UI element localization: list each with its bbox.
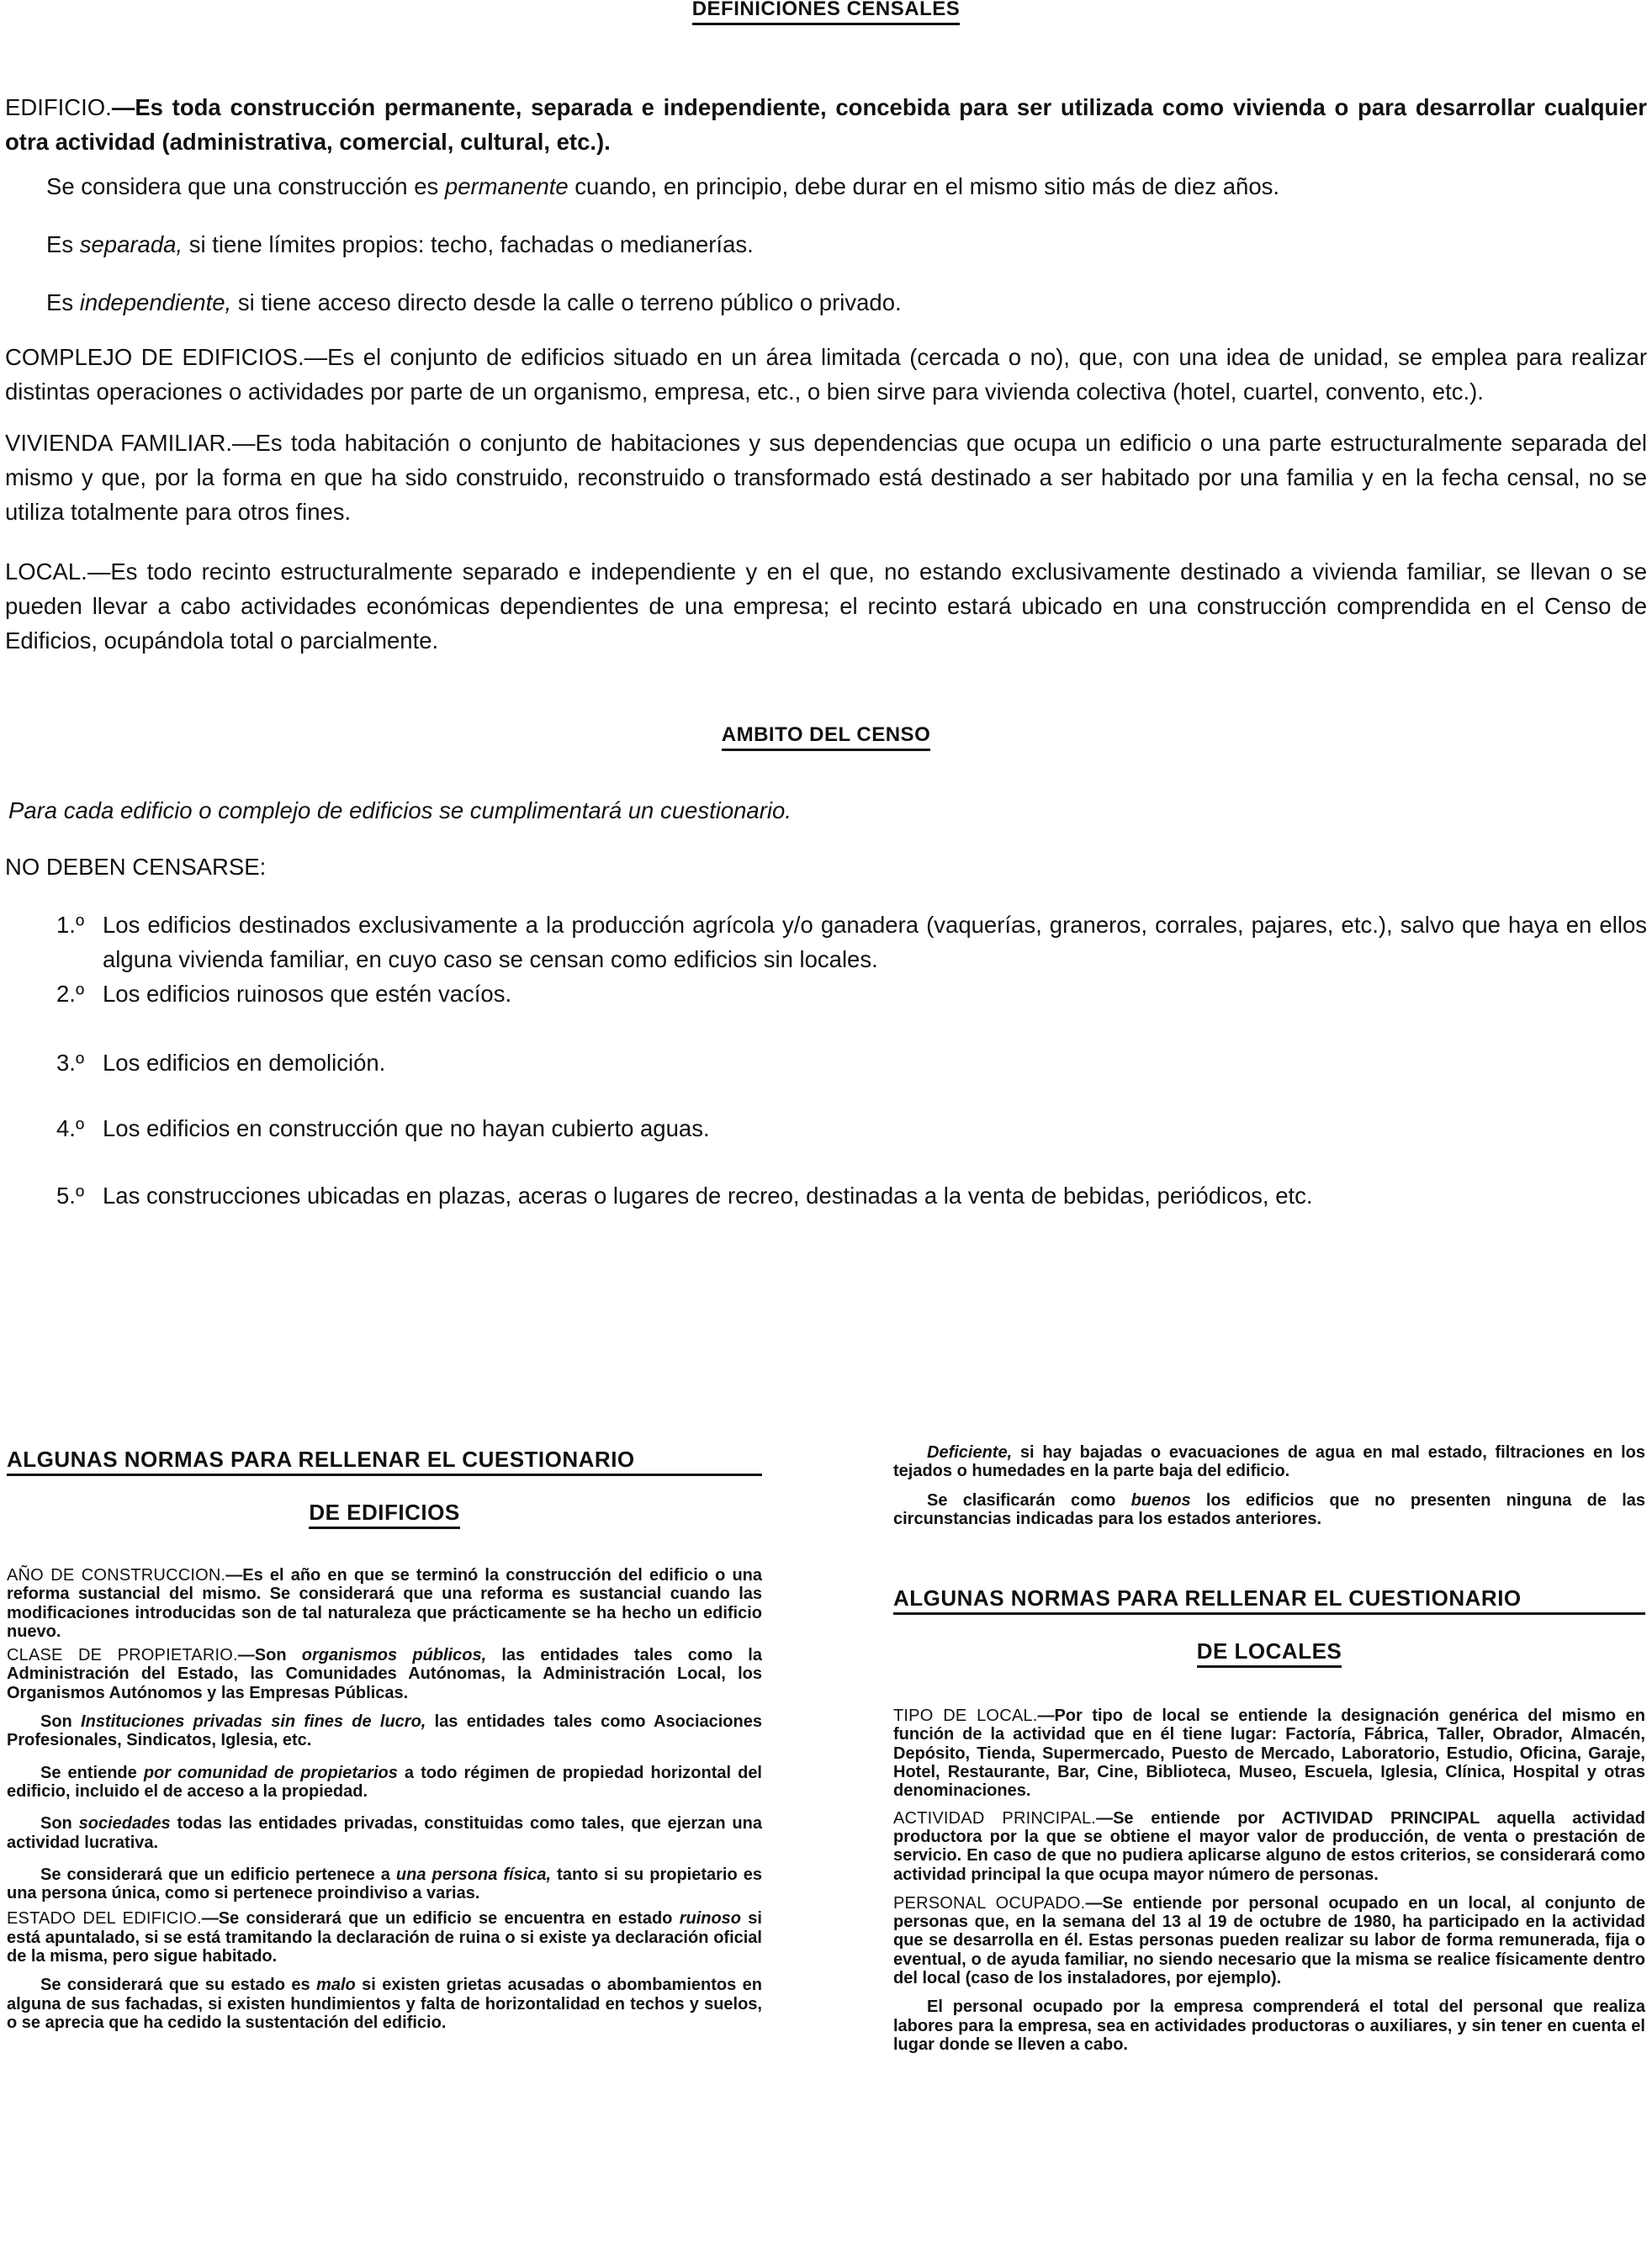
norma-buenos: Se clasificarán como buenos los edificios que no presenten ninguna de las circunstancias indicadas para los estados anteriores. [893, 1490, 1646, 1528]
norma-instituciones: Son Instituciones privadas sin fines de lucro, las entidades tales como Asociaciones Profesionales, Sindicatos, Iglesia, etc. [7, 1712, 762, 1750]
definiciones-body [5, 90, 1647, 658]
norma-malo: Se considerará que su estado es malo si existen grietas acusadas o abombamientos en alguna de sus fachadas, si existen hundimientos y falta de horizontalidad en techos y suelos, o se aprecia que ha cedido la sustentación del edificio. [7, 1976, 762, 2032]
no-censar-label: NO DEBEN CENSARSE: [5, 854, 267, 880]
exclusion-item: 5.º Las construcciones ubicadas en plazas, aceras o lugares de recreo, destinadas a la venta de bebidas, periódicos, etc. [56, 1183, 1313, 1209]
norma-deficiente: Deficiente, si hay bajadas o evacuaciones de agua en mal estado, filtraciones en los tejados o humedades en la parte baja del edificio. [893, 1443, 1645, 1481]
normas-locales-heading-1: ALGUNAS NORMAS PARA RELLENAR EL CUESTIONARIO [893, 1585, 1645, 1615]
def-vivienda: VIVIENDA FAMILIAR.—Es toda habitación o conjunto de habitaciones y sus dependencias que ocupa un edificio o una parte estructuralmente separada del mismo y que, por la forma en que ha sido construido, reconstruido o transformado está destinado a ser habitado por una familia y en la fecha censal, no se utiliza totalmente para otros fines. [5, 430, 1647, 525]
normas-edificios-column [7, 1447, 762, 2032]
normas-edificios-heading-1: ALGUNAS NORMAS PARA RELLENAR EL CUESTIONARIO [7, 1447, 762, 1476]
norma-personal: PERSONAL OCUPADO.—Se entiende por personal ocupado en un local, al conjunto de personas que, en la semana del 13 al 19 de octubre de 1980, ha participado en la actividad que se desarrolla en él. Estas personas pueden realizar su labor de forma remunerada, fija o eventual, o de ayuda familiar, no siendo necesario que la misma se realice físicamente dentro del local (caso de los instaladores, por ejemplo). [893, 1893, 1645, 1988]
top-section [5, 0, 1647, 1213]
normas-edificios-heading-2: DE EDIFICIOS [7, 1500, 762, 1529]
def-local: LOCAL.—Es todo recinto estructuralmente separado e independiente y en el que, no estando exclusivamente destinado a vivienda familiar, se llevan o se pueden llevar a cabo actividades económicas dependientes de una empresa; el recinto estará ubicado en una construcción comprendida en el Censo de Edificios, ocupándola total o parcialmente. [5, 558, 1647, 654]
exclusion-item: 3.º Los edificios en demolición. [56, 1050, 386, 1076]
def-separada: Es separada, si tiene límites propios: techo, fachadas o medianerías. [46, 231, 754, 257]
def-edificio: EDIFICIO.—Es toda construcción permanente, separada e independiente, concebida para ser utilizada como vivienda o para desarrollar cualquier otra actividad (administrativa, comercial, cultural, etc.). [5, 94, 1647, 155]
norma-sociedades: Son sociedades todas las entidades privadas, constituidas como tales, que ejerzan una actividad lucrativa. [7, 1814, 762, 1852]
norma-comunidad: Se entiende por comunidad de propietarios a todo régimen de propiedad horizontal del edificio, incluido el de acceso a la propiedad. [7, 1763, 762, 1801]
norma-clase: CLASE DE PROPIETARIO.—Son organismos públicos, las entidades tales como la Administración del Estado, las Comunidades Autónomas, la Administración Local, los Organismos Autónomos y las Empresas Públicas. [7, 1646, 762, 1702]
norma-estado: ESTADO DEL EDIFICIO.—Se considerará que un edificio se encuentra en estado ruinoso si está apuntalado, si se está tramitando la declaración de ruina o si existe ya declaración oficial de la misma, pero sigue habitado. [7, 1909, 762, 1966]
exclusion-list [5, 908, 1647, 1213]
normas-locales-column [893, 1443, 1645, 2054]
exclusion-item: 1.º Los edificios destinados exclusivamente a la producción agrícola y/o ganadera (vaquerías, graneros, corrales, pajares, etc.), salvo que haya en ellos alguna vivienda familiar, en cuyo caso se censan como edificios sin locales. [56, 912, 1647, 972]
norma-tipo: TIPO DE LOCAL.—Por tipo de local se entiende la designación genérica del mismo en función de la actividad que en él tiene lugar: Factoría, Fábrica, Taller, Obrador, Almacén, Depósito, Tienda, Supermercado, Puesto de Mercado, Laboratorio, Estudio, Oficina, Garaje, Hotel, Restaurante, Bar, Cine, Biblioteca, Museo, Escuela, Iglesia, Clínica, Hospital y otras denominaciones. [893, 1707, 1645, 1801]
norma-actividad: ACTIVIDAD PRINCIPAL.—Se entiende por ACTIVIDAD PRINCIPAL aquella actividad productora por la que se obtiene el mayor valor de producción, de venta o prestación de servicio. En caso de que no pudiera aplicarse alguno de estos criterios, se considerará como actividad principal la que ocupa mayor número de personas. [893, 1808, 1645, 1884]
normas-locales-heading-2: DE LOCALES [893, 1638, 1645, 1668]
definiciones-heading: DEFINICIONES CENSALES [5, 0, 1647, 41]
norma-empresa: El personal ocupado por la empresa comprenderá el total del personal que realiza labores para la empresa, sea en actividades productoras o auxiliares, y sin tener en cuenta el lugar donde se lleven a cabo. [893, 1998, 1645, 2054]
norma-ano: AÑO DE CONSTRUCCION.—Es el año en que se terminó la construcción del edificio o una reforma sustancial del mismo. Se considerará que una reforma es sustancial cuando las modificaciones introducidas son de tal naturaleza que prácticamente se ha hecho un edificio nuevo. [7, 1566, 763, 1641]
norma-persona: Se considerará que un edificio pertenece a una persona física, tanto si su propietario es una persona única, como si pertenece proindiviso a varias. [7, 1865, 762, 1903]
ambito-heading: AMBITO DEL CENSO [5, 723, 1647, 751]
ambito-body [5, 793, 1647, 1213]
def-permanente: Se considera que una construcción es permanente cuando, en principio, debe durar en el mismo sitio más de diez años. [46, 173, 1280, 199]
def-independiente: Es independiente, si tiene acceso directo desde la calle o terreno público o privado. [46, 289, 902, 315]
exclusion-item: 2.º Los edificios ruinosos que estén vacíos. [56, 981, 512, 1007]
ambito-intro: Para cada edificio o complejo de edificios se cumplimentará un cuestionario. [8, 797, 792, 823]
exclusion-item: 4.º Los edificios en construcción que no hayan cubierto aguas. [56, 1115, 710, 1141]
def-complejo: COMPLEJO DE EDIFICIOS.—Es el conjunto de edificios situado en un área limitada (cercada o no), que, con una idea de unidad, se emplea para realizar distintas operaciones o actividades por parte de un organismo, empresa, etc., o bien sirve para vivienda colectiva (hotel, cuartel, convento, etc.). [5, 344, 1647, 405]
